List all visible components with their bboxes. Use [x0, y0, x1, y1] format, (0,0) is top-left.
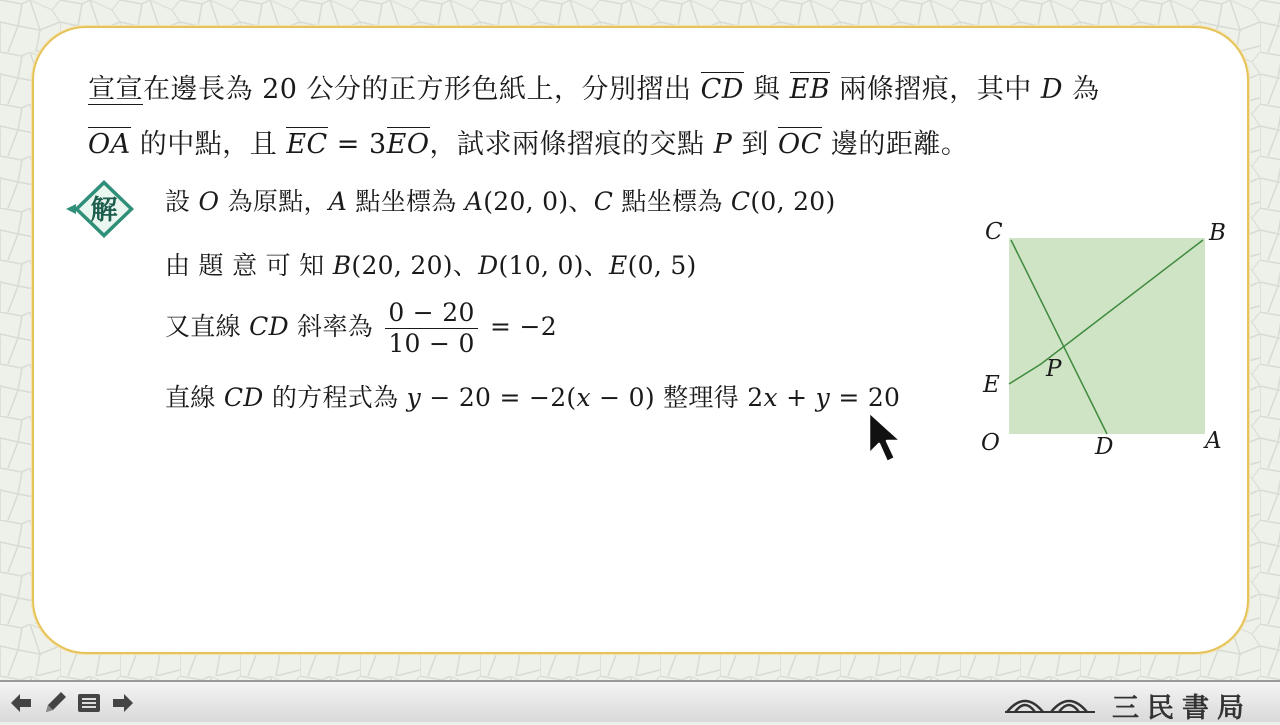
label-b: B: [1209, 220, 1226, 246]
problem-text: 到: [732, 129, 778, 160]
arrow-right-icon[interactable]: [110, 690, 136, 716]
problem-statement: [88, 62, 1198, 172]
brand-name: 三民書局: [1112, 693, 1252, 724]
label-o: O: [981, 430, 1000, 456]
problem-text: 的中點，且: [130, 129, 287, 160]
label-d: D: [1095, 434, 1114, 460]
problem-text: 邊的距離。: [821, 129, 969, 160]
problem-text: 在邊長為 20 公分的正方形色紙上，分別摺出: [143, 74, 701, 105]
label-c: C: [985, 219, 1003, 245]
problem-text: = 3: [327, 129, 387, 160]
solution-line-1: 設 O 為原點，A 點坐標為 A(20, 0)、C 點坐標為 C(0, 20): [165, 187, 836, 216]
menu-icon[interactable]: [76, 690, 102, 716]
problem-text: ，試求兩條摺痕的交點: [429, 129, 714, 160]
brand-logo-icon: [1003, 688, 1098, 714]
student-name: 宣宣: [88, 74, 143, 105]
paper-square: [1009, 238, 1205, 434]
label-a: A: [1205, 428, 1222, 454]
label-p: P: [1046, 356, 1062, 382]
segment-cd: CD: [700, 74, 744, 105]
solution-badge: [64, 178, 144, 240]
solution-line-3: 又直線 CD 斜率為 $\frac{0 - 20}{10 - 0}$ = −2: [165, 298, 557, 358]
problem-text: 為: [1062, 74, 1100, 105]
slope-fraction: $\frac{0 - 20}{10 - 0}$: [385, 298, 477, 359]
segment-eb: EB: [789, 74, 831, 105]
problem-text: 兩條摺痕，其中: [830, 74, 1041, 105]
solution-line-2: 由 題 意 可 知 B(20, 20)、D(10, 0)、E(0, 5): [165, 251, 697, 280]
segment-oa: OA: [88, 129, 131, 160]
segment-oc: OC: [777, 129, 822, 160]
solution-line-4: 直線 CD 的方程式為 y − 20 = −2(x − 0) 整理得 2x + y = 20: [165, 383, 901, 412]
problem-text: 與: [743, 74, 790, 105]
point-d: D: [1040, 74, 1063, 105]
segment-eo: EO: [386, 129, 430, 160]
pencil-icon[interactable]: [42, 690, 68, 716]
arrow-left-icon[interactable]: [8, 690, 34, 716]
label-e: E: [983, 372, 1000, 398]
mouse-pointer-icon: [866, 410, 906, 468]
square-figure: [975, 212, 1240, 467]
point-p: P: [713, 129, 733, 160]
badge-label: 解: [90, 195, 118, 226]
segment-ec: EC: [286, 129, 328, 160]
